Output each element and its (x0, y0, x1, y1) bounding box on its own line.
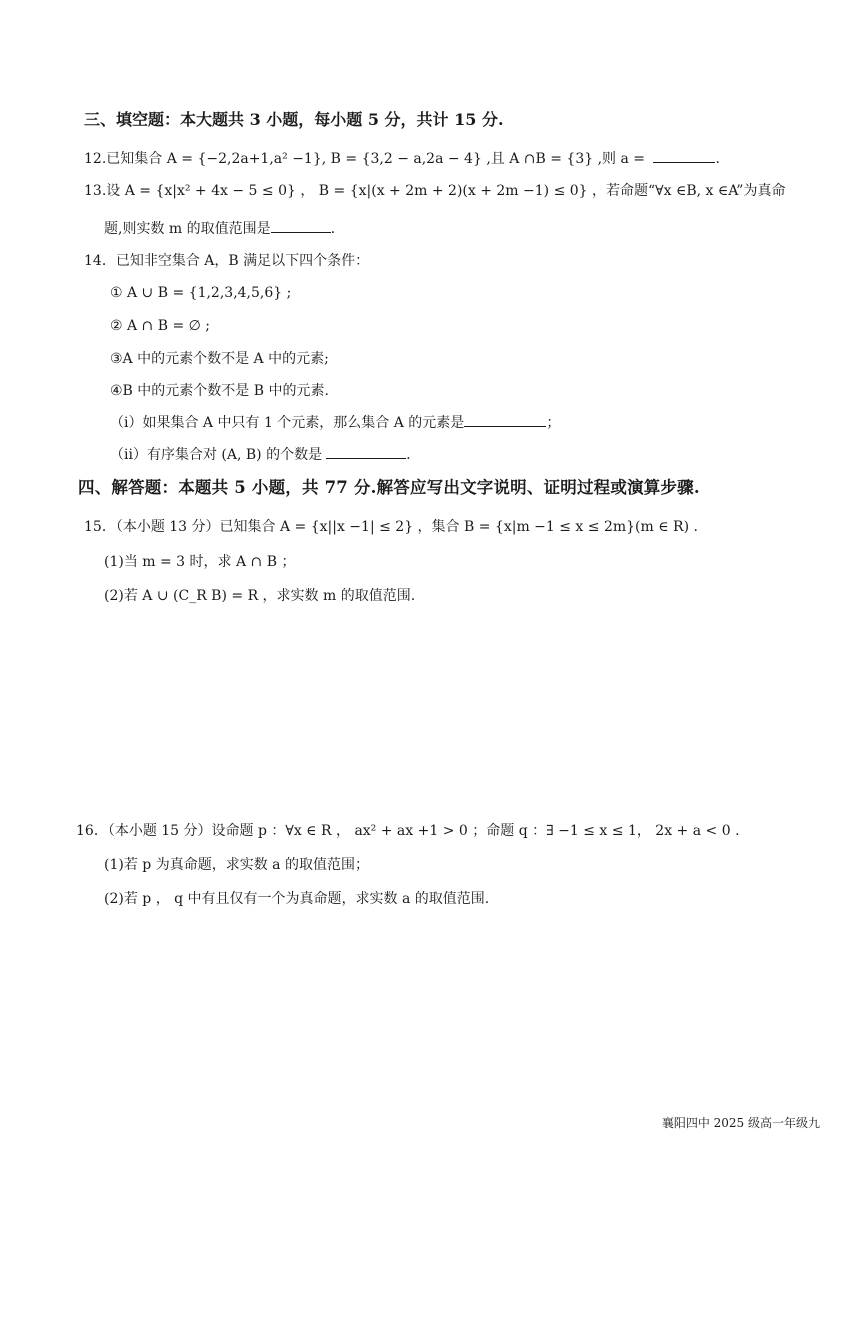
question-14-part-2-text: （ii）有序集合对 (A, B) 的个数是 (110, 447, 323, 463)
question-14-part-2 (110, 444, 411, 465)
answer-blank-13[interactable] (271, 218, 331, 233)
section4-heading: 四、解答题：本题共 5 小题，共 77 分.解答应写出文字说明、证明过程或演算步骤. (78, 478, 700, 497)
question-14-part-1-end: ； (546, 415, 561, 431)
answer-blank-12[interactable] (653, 148, 715, 163)
question-14-condition-2: ② A ∩ B = ∅ ; (110, 318, 211, 334)
question-14-condition-3: ③A 中的元素个数不是 A 中的元素; (110, 351, 329, 367)
question-14-part-1 (110, 412, 560, 433)
page-footer: 襄阳四中 2025 级高一年级九 (661, 1116, 820, 1130)
question-15-part-2: (2)若 A ∪ (C_R B) = R ，求实数 m 的取值范围. (104, 588, 416, 604)
question-14-part-2-end: . (406, 447, 411, 463)
question-14-condition-1: ① A ∪ B = {1,2,3,4,5,6} ; (110, 285, 292, 301)
question-15-part-1: (1)当 m = 3 时，求 A ∩ B ； (104, 554, 296, 570)
question-13-end: . (330, 221, 336, 237)
question-16-stem: 16．（本小题 15 分）设命题 p ：∀x ∈ R ， ax² + ax +1 > 0 ；命题 q ：∃ −1 ≤ x ≤ 1， 2x + a < 0 . (76, 823, 740, 839)
question-14-stem: 14．已知非空集合 A，B 满足以下四个条件： (84, 253, 370, 269)
question-12-text: 12.已知集合 A = {−2,2a+1,a² −1}, B = {3,2 − a,2a − 4} ,且 A ∩B = {3} ,则 a = (84, 151, 650, 167)
question-16-part-2: (2)若 p ， q 中有且仅有一个为真命题，求实数 a 的取值范围. (104, 891, 490, 907)
question-14-condition-4: ④B 中的元素个数不是 B 中的元素. (110, 383, 329, 399)
question-13-line1: 13.设 A = {x|x² + 4x − 5 ≤ 0} ， B = {x|(x + 2m + 2)(x + 2m −1) ≤ 0} ，若命题“∀x ∈B, x ∈A”为真命 (84, 183, 786, 199)
answer-blank-14-1[interactable] (464, 412, 546, 427)
question-12-end: . (715, 151, 720, 167)
question-12 (84, 148, 720, 169)
question-14-part-1-text: （i）如果集合 A 中只有 1 个元素，那么集合 A 的元素是 (110, 415, 465, 431)
question-13-line2 (104, 218, 335, 239)
question-15-stem: 15．（本小题 13 分）已知集合 A = {x||x −1| ≤ 2} ，集合 B = {x|m −1 ≤ x ≤ 2m}(m ∈ R) . (84, 519, 698, 535)
answer-blank-14-2[interactable] (326, 444, 406, 459)
section3-heading: 三、填空题：本大题共 3 小题，每小题 5 分，共计 15 分. (84, 110, 504, 129)
question-16-part-1: (1)若 p 为真命题，求实数 a 的取值范围； (104, 857, 369, 873)
question-13-text: 题,则实数 m 的取值范围是 (104, 221, 271, 237)
